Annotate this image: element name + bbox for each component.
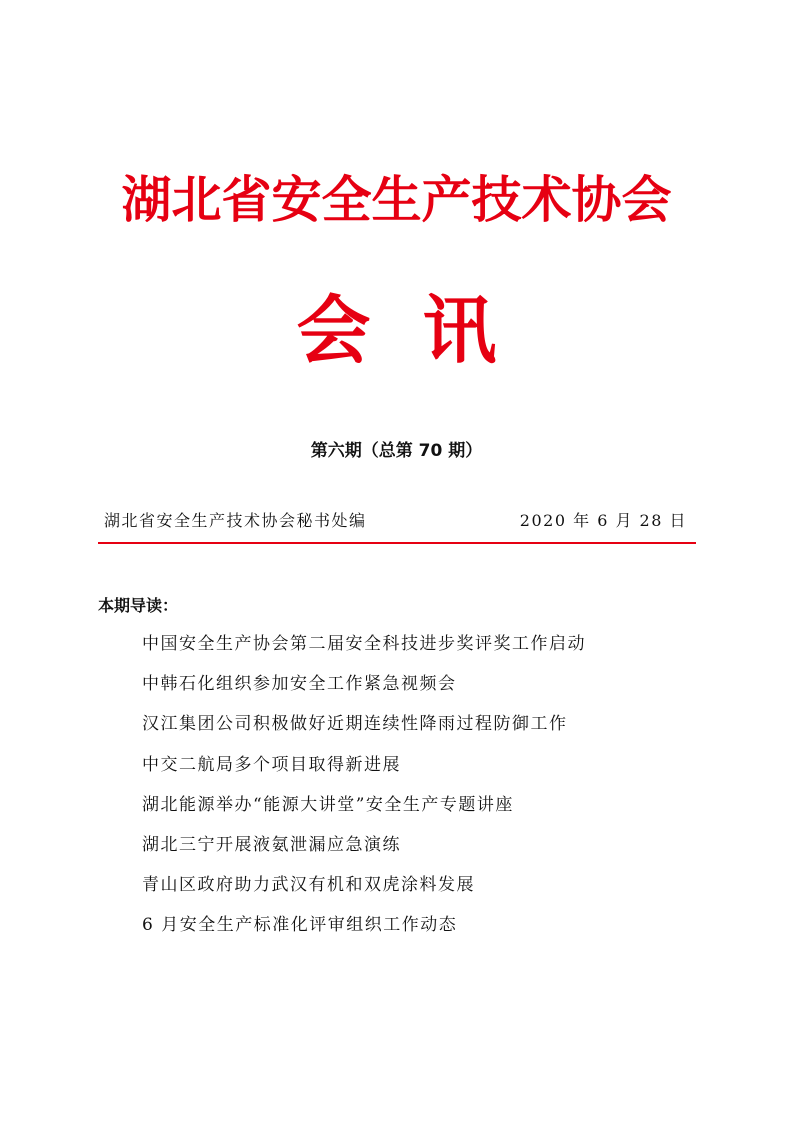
toc-item[interactable]: 中交二航局多个项目取得新进展 bbox=[142, 754, 401, 775]
publish-date: 2020 年 6 月 28 日 bbox=[519, 511, 687, 530]
toc-item[interactable]: 湖北能源举办“能源大讲堂”安全生产专题讲座 bbox=[142, 794, 514, 815]
toc-heading: 本期导读： bbox=[98, 596, 179, 615]
toc-item[interactable]: 中国安全生产协会第二届安全科技进步奖评奖工作启动 bbox=[142, 634, 586, 654]
toc-item[interactable]: 湖北三宁开展液氨泄漏应急演练 bbox=[142, 834, 401, 855]
issue-number: 第六期（总第 70 期） bbox=[310, 441, 483, 461]
editor-line: 湖北省安全生产技术协会秘书处编 bbox=[104, 511, 367, 530]
toc-item[interactable]: 6 月安全生产标准化评审组织工作动态 bbox=[142, 915, 458, 936]
red-divider bbox=[98, 542, 696, 544]
organization-title: 湖北省安全生产技术协会 bbox=[121, 170, 672, 229]
toc-item[interactable]: 青山区政府助力武汉有机和双虎涂料发展 bbox=[142, 875, 475, 896]
toc-item[interactable]: 中韩石化组织参加安全工作紧急视频会 bbox=[142, 674, 457, 695]
newsletter-title: 会讯 bbox=[296, 288, 549, 374]
toc-list bbox=[142, 630, 586, 952]
toc-item[interactable]: 汉江集团公司积极做好近期连续性降雨过程防御工作 bbox=[142, 714, 568, 735]
